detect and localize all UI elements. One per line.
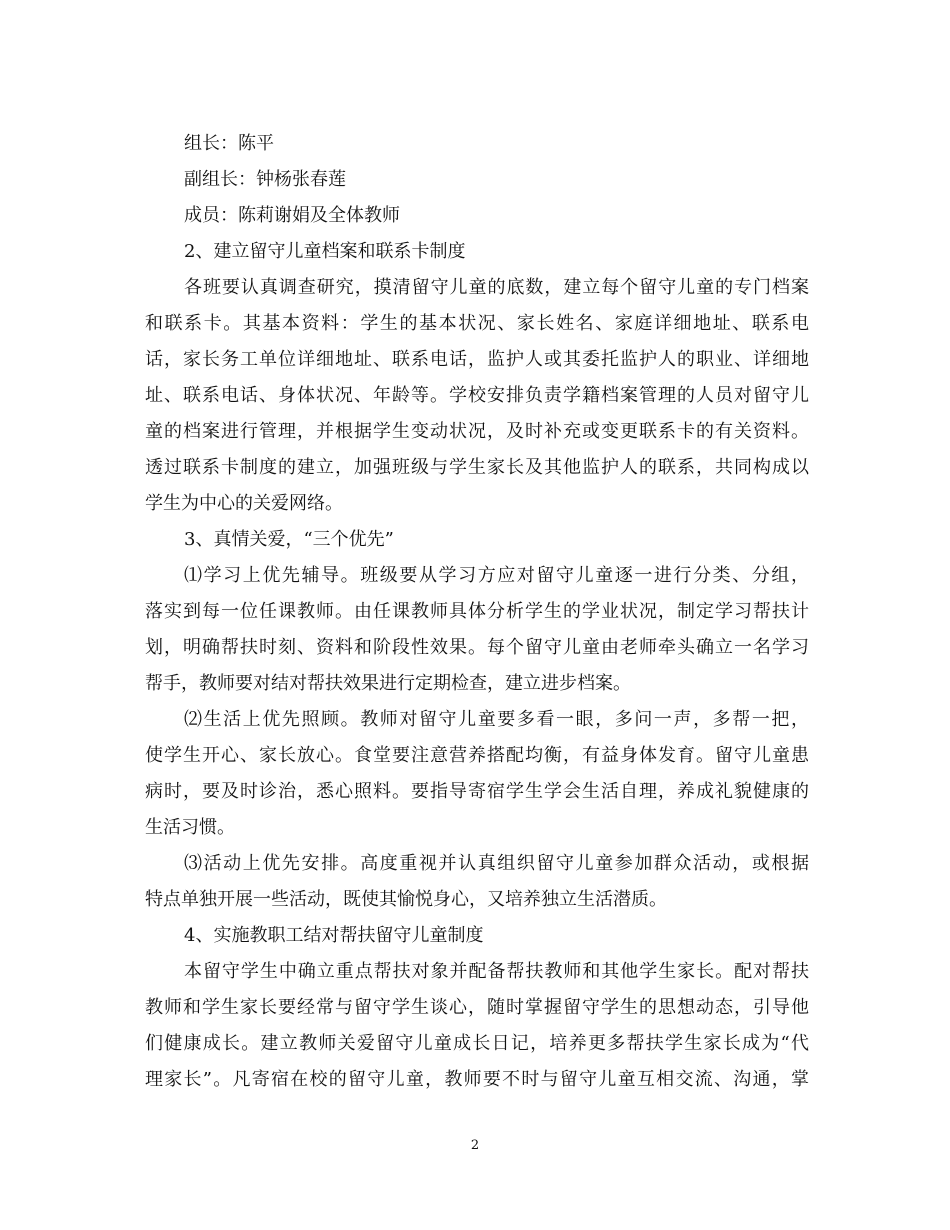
text-line: 落实到每一位任课教师。由任课教师具体分析学生的学业状况，制定学习帮扶计 — [145, 601, 809, 622]
text-line: ⑵生活上优先照顾。教师对留守儿童要多看一眼，多问一声，多帮一把， — [184, 709, 809, 730]
text-line: 透过联系卡制度的建立，加强班级与学生家长及其他监护人的联系，共同构成以 — [145, 457, 809, 478]
text-line: 童的档案进行管理，并根据学生变动状况，及时补充或变更联系卡的有关资料。 — [145, 421, 809, 442]
text-line: 组长：陈平 — [184, 133, 274, 154]
section-heading: 3、真情关爱，“三个优先” — [184, 529, 394, 550]
page-number: 2 — [470, 1138, 480, 1153]
document-body — [145, 126, 809, 1098]
section-heading: 2、建立留守儿童档案和联系卡制度 — [184, 241, 466, 262]
text-line: 病时，要及时诊治，悉心照料。要指导寄宿学生学会生活自理，养成礼貌健康的 — [145, 781, 809, 802]
text-line: 学生为中心的关爱网络。 — [145, 493, 343, 514]
text-line: 址、联系电话、身体状况、年龄等。学校安排负责学籍档案管理的人员对留守儿 — [145, 385, 809, 406]
section-heading: 4、实施教职工结对帮扶留守儿童制度 — [184, 925, 484, 946]
text-line: 生活习惯。 — [145, 817, 235, 838]
text-line: 话，家长务工单位详细地址、联系电话，监护人或其委托监护人的职业、详细地 — [145, 349, 809, 370]
text-line: 各班要认真调查研究，摸清留守儿童的底数，建立每个留守儿童的专门档案 — [184, 277, 809, 298]
text-line: 本留守学生中确立重点帮扶对象并配备帮扶教师和其他学生家长。配对帮扶 — [184, 961, 809, 982]
text-line: 划，明确帮扶时刻、资料和阶段性效果。每个留守儿童由老师牵头确立一名学习 — [145, 637, 809, 658]
text-line: ⑴学习上优先辅导。班级要从学习方应对留守儿童逐一进行分类、分组， — [184, 565, 809, 586]
text-line: 和联系卡。其基本资料：学生的基本状况、家长姓名、家庭详细地址、联系电 — [145, 313, 809, 334]
text-line: 副组长：钟杨张春莲 — [184, 169, 346, 190]
text-line: 教师和学生家长要经常与留守学生谈心，随时掌握留守学生的思想动态，引导他 — [145, 997, 809, 1018]
text-line: 特点单独开展一些活动，既使其愉悦身心，又培养独立生活潜质。 — [145, 889, 667, 910]
text-line: 帮手，教师要对结对帮扶效果进行定期检查，建立进步档案。 — [145, 673, 631, 694]
text-line: 理家长”。凡寄宿在校的留守儿童，教师要不时与留守儿童互相交流、沟通，掌 — [145, 1069, 809, 1090]
text-line: 成员：陈莉谢娟及全体教师 — [184, 205, 400, 226]
text-line: ⑶活动上优先安排。高度重视并认真组织留守儿童参加群众活动，或根据 — [184, 853, 809, 874]
text-line: 们健康成长。建立教师关爱留守儿童成长日记，培养更多帮扶学生家长成为“代 — [145, 1033, 809, 1054]
text-line: 使学生开心、家长放心。食堂要注意营养搭配均衡，有益身体发育。留守儿童患 — [145, 745, 809, 766]
